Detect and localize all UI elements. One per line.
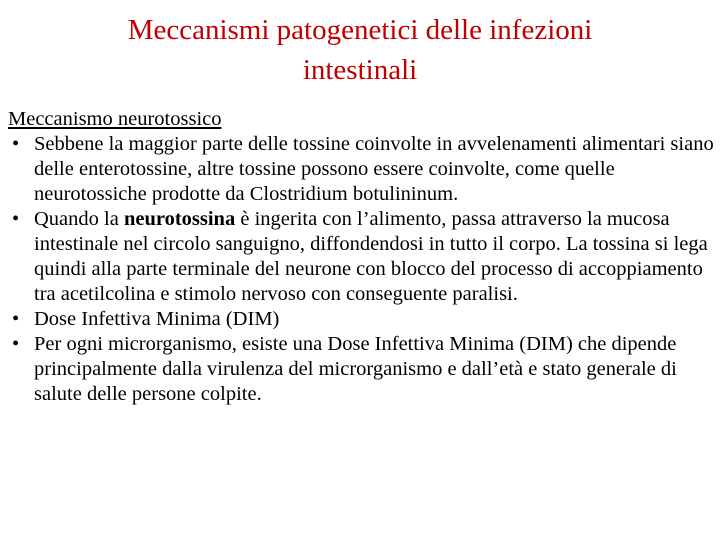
bullet-icon: • [12, 308, 20, 330]
bullet-icon: • [12, 333, 20, 355]
slide-title-line-1: Meccanismi patogenetici delle infezioni [127, 14, 593, 46]
bullet-item-1 [8, 132, 714, 207]
bullet-text-3: Dose Infettiva Minima (DIM) [34, 308, 280, 330]
subheading: Meccanismo neurotossico [8, 108, 222, 130]
bullet-text-4: Per ogni microrganismo, esiste una Dose Infettiva Minima (DIM) che dipende principalmente dalla virulenza del microrganismo e dall’età e stato generale di salute delle persone colpite. [34, 333, 677, 405]
bullet-item-4 [8, 332, 714, 407]
bullet-icon: • [12, 133, 20, 155]
slide-title [60, 10, 660, 90]
bullet-item-3 [8, 307, 714, 332]
bullet-text-2-bold: neurotossina [123, 208, 236, 230]
bullet-icon: • [12, 208, 20, 230]
bullet-text-2-post: è ingerita con l’alimento, passa attraverso la mucosa intestinale nel circolo sanguigno, diffondendosi in tutto il corpo. La tossina si lega quindi alla parte terminale del neurone con blocco del processo di accoppiamento tra acetilcolina e stimolo nervoso con conseguente paralisi. [34, 208, 708, 305]
bullet-text-1: Sebbene la maggior parte delle tossine coinvolte in avvelenamenti alimentari siano delle enterotossine, altre tossine possono essere coinvolte, come quelle neurotossiche prodotte da Clostridium botulininum. [34, 133, 714, 205]
bullet-list [8, 132, 714, 407]
bullet-item-2 [8, 207, 714, 307]
slide-title-line-2: intestinali [302, 54, 418, 86]
bullet-text-2-pre: Quando la [34, 208, 124, 230]
slide-content [8, 107, 714, 407]
